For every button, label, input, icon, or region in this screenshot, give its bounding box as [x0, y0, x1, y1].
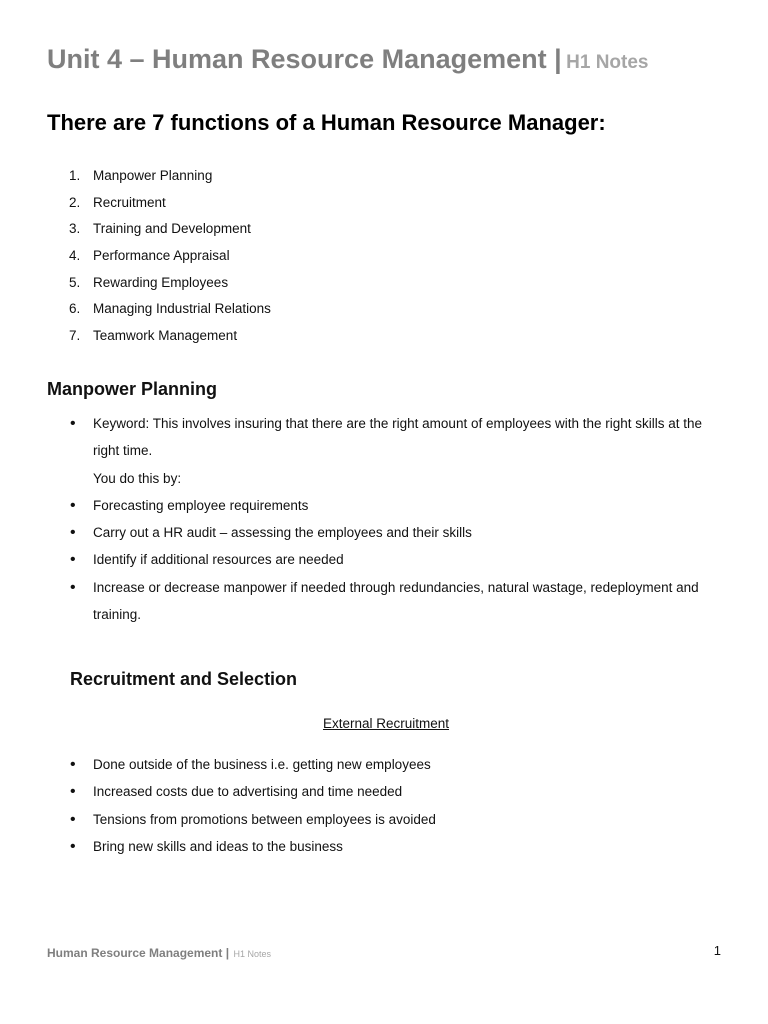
list-number: 7.	[69, 328, 81, 344]
list-number: 5.	[69, 274, 81, 290]
main-heading: There are 7 functions of a Human Resource Manager:	[47, 110, 606, 135]
manpower-planning-list	[0, 410, 713, 628]
document-subtitle: H1 Notes	[566, 52, 649, 73]
list-number: 3.	[69, 221, 81, 237]
list-text: Managing Industrial Relations	[93, 301, 271, 317]
list-text: Teamwork Management	[93, 328, 238, 344]
bullet-icon: •	[70, 415, 76, 432]
bullet-icon: •	[70, 551, 76, 569]
list-text: Identify if additional resources are needed	[93, 552, 344, 568]
list-item	[0, 574, 713, 629]
bullet-icon: •	[70, 837, 76, 855]
list-text: Done outside of the business i.e. getting new employees	[93, 757, 431, 772]
list-number: 6.	[69, 301, 81, 317]
list-text: Rewarding Employees	[93, 274, 229, 290]
list-item	[0, 751, 713, 778]
list-item	[0, 519, 713, 546]
list-text: Bring new skills and ideas to the business	[93, 838, 343, 854]
list-item	[0, 778, 713, 805]
bullet-icon: •	[70, 524, 76, 542]
list-text: Increased costs due to advertising and time needed	[93, 784, 403, 800]
page-footer	[47, 944, 271, 962]
external-recruitment-subheading: External Recruitment	[322, 716, 450, 731]
footer-title: Human Resource Management |	[47, 946, 230, 960]
page-number: 1	[713, 943, 721, 958]
footer-subtitle: H1 Notes	[233, 949, 272, 959]
list-text: Increase or decrease manpower if needed through redundancies, natural wastage, redeployment and training.	[93, 579, 699, 623]
list-text: Carry out a HR audit – assessing the employees and their skills	[93, 525, 472, 541]
list-text: Manpower Planning	[93, 168, 213, 183]
list-item	[0, 806, 713, 833]
keyword-text: Keyword: This involves insuring that there are the right amount of employees with the right skills at the right time.	[93, 416, 703, 459]
list-item	[0, 833, 713, 860]
bullet-icon: •	[70, 756, 76, 773]
page-header	[47, 44, 649, 75]
list-text: Tensions from promotions between employees is avoided	[93, 811, 436, 827]
list-item	[0, 492, 713, 519]
bullet-icon: •	[70, 810, 76, 828]
list-item	[0, 546, 713, 573]
external-recruitment-list	[0, 751, 713, 860]
you-do-this-text: You do this by:	[93, 470, 182, 486]
manpower-planning-heading: Manpower Planning	[47, 379, 218, 399]
bullet-icon: •	[70, 496, 76, 514]
document-title: Unit 4 – Human Resource Management |	[47, 44, 562, 74]
list-text: Performance Appraisal	[93, 248, 230, 264]
recruitment-heading: Recruitment and Selection	[70, 669, 298, 689]
list-text: Training and Development	[93, 221, 251, 237]
list-number: 1.	[69, 168, 81, 183]
list-item	[0, 410, 713, 492]
bullet-icon: •	[70, 783, 76, 801]
list-text: Recruitment	[93, 194, 166, 210]
list-number: 4.	[69, 248, 81, 264]
list-number: 2.	[69, 194, 81, 210]
list-text: Forecasting employee requirements	[93, 497, 309, 513]
bullet-icon: •	[70, 578, 76, 596]
